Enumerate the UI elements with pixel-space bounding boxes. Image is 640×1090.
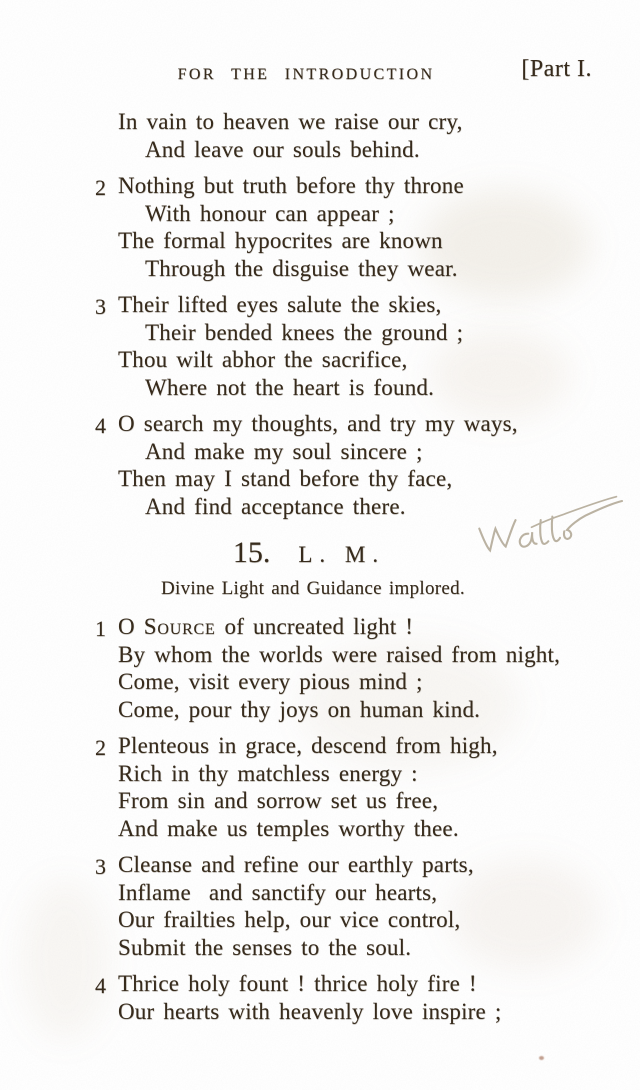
verse-line: And leave our souls behind.	[145, 136, 420, 162]
verse-line	[118, 613, 594, 641]
verse-line: And find acceptance there.	[145, 493, 406, 519]
hymn-heading	[71, 536, 547, 570]
verse-line: By whom the worlds were raised from night,	[118, 641, 561, 667]
verse-line: From sin and sorrow set us free,	[118, 788, 439, 813]
page-header	[118, 56, 594, 96]
verse-number: 2	[95, 735, 106, 760]
hymn15-stanza-1	[95, 613, 594, 723]
verse-line: Come, visit every pious mind ;	[118, 669, 423, 694]
verse-line: Cleanse and refine our earthly parts,	[118, 852, 474, 877]
line-smallcaps: Source	[143, 614, 216, 639]
line-prefix: O	[118, 614, 144, 639]
stanza-3	[95, 291, 594, 401]
hymn-number: 15.	[232, 536, 271, 569]
page-blotch	[20, 880, 110, 1040]
ink-speck	[539, 1056, 544, 1060]
verse-line: And make my soul sincere ;	[145, 438, 423, 464]
verse-line: Nothing but truth before thy throne	[118, 173, 464, 198]
hymn15-stanza-4	[95, 970, 594, 1025]
verse-line: Plenteous in grace, descend from high,	[118, 733, 498, 758]
verse-line: Thrice holy fount ! thrice holy fire !	[118, 971, 477, 996]
hymn-title: Divine Light and Guidance implored.	[161, 578, 465, 599]
verse-line: Their bended knees the ground ;	[145, 319, 464, 345]
verse-line: With honour can appear ;	[145, 200, 395, 226]
hymn-meter: L. M.	[298, 542, 386, 567]
verse-number: 3	[95, 854, 106, 879]
verse-line: Inflame and sanctify our hearts,	[118, 879, 438, 905]
verse-number: 2	[95, 175, 106, 200]
verse-line: Through the disguise they wear.	[145, 255, 458, 281]
verse-line: And make us temples worthy thee.	[118, 815, 459, 841]
verse-line: Where not the heart is found.	[145, 374, 435, 400]
verse-number: 4	[95, 973, 106, 998]
verse-line: Thou wilt abhor the sacrifice,	[118, 347, 408, 372]
verse-number: 3	[95, 294, 106, 319]
verse-line: Come, pour thy joys on human kind.	[118, 696, 481, 722]
verse-line: Our hearts with heavenly love inspire ;	[118, 998, 502, 1024]
stanza-2	[95, 172, 594, 282]
verse-line: Then may I stand before thy face,	[118, 466, 453, 491]
part-label: [Part I.	[521, 56, 592, 82]
verse-line: Submit the senses to the soul.	[118, 934, 412, 960]
hymn15-stanza-3	[95, 851, 594, 961]
verse-line: The formal hypocrites are known	[118, 228, 443, 253]
hymn15-stanza-2	[95, 732, 594, 842]
text-block	[95, 56, 594, 1034]
running-title: FOR THE INTRODUCTION	[177, 66, 435, 83]
verse-line: Our frailties help, our vice control,	[118, 907, 461, 932]
verse-number: 1	[95, 616, 106, 641]
verse-line: O search my thoughts, and try my ways,	[118, 411, 518, 436]
stanza-4	[95, 410, 594, 520]
line-rest: of uncreated light !	[215, 614, 414, 639]
verse-line: Rich in thy matchless energy :	[118, 760, 418, 786]
stanza-continued	[118, 108, 594, 163]
verse-line: Their lifted eyes salute the skies,	[118, 292, 442, 317]
verse-number: 4	[95, 413, 106, 438]
verse-line: In vain to heaven we raise our cry,	[118, 109, 463, 134]
